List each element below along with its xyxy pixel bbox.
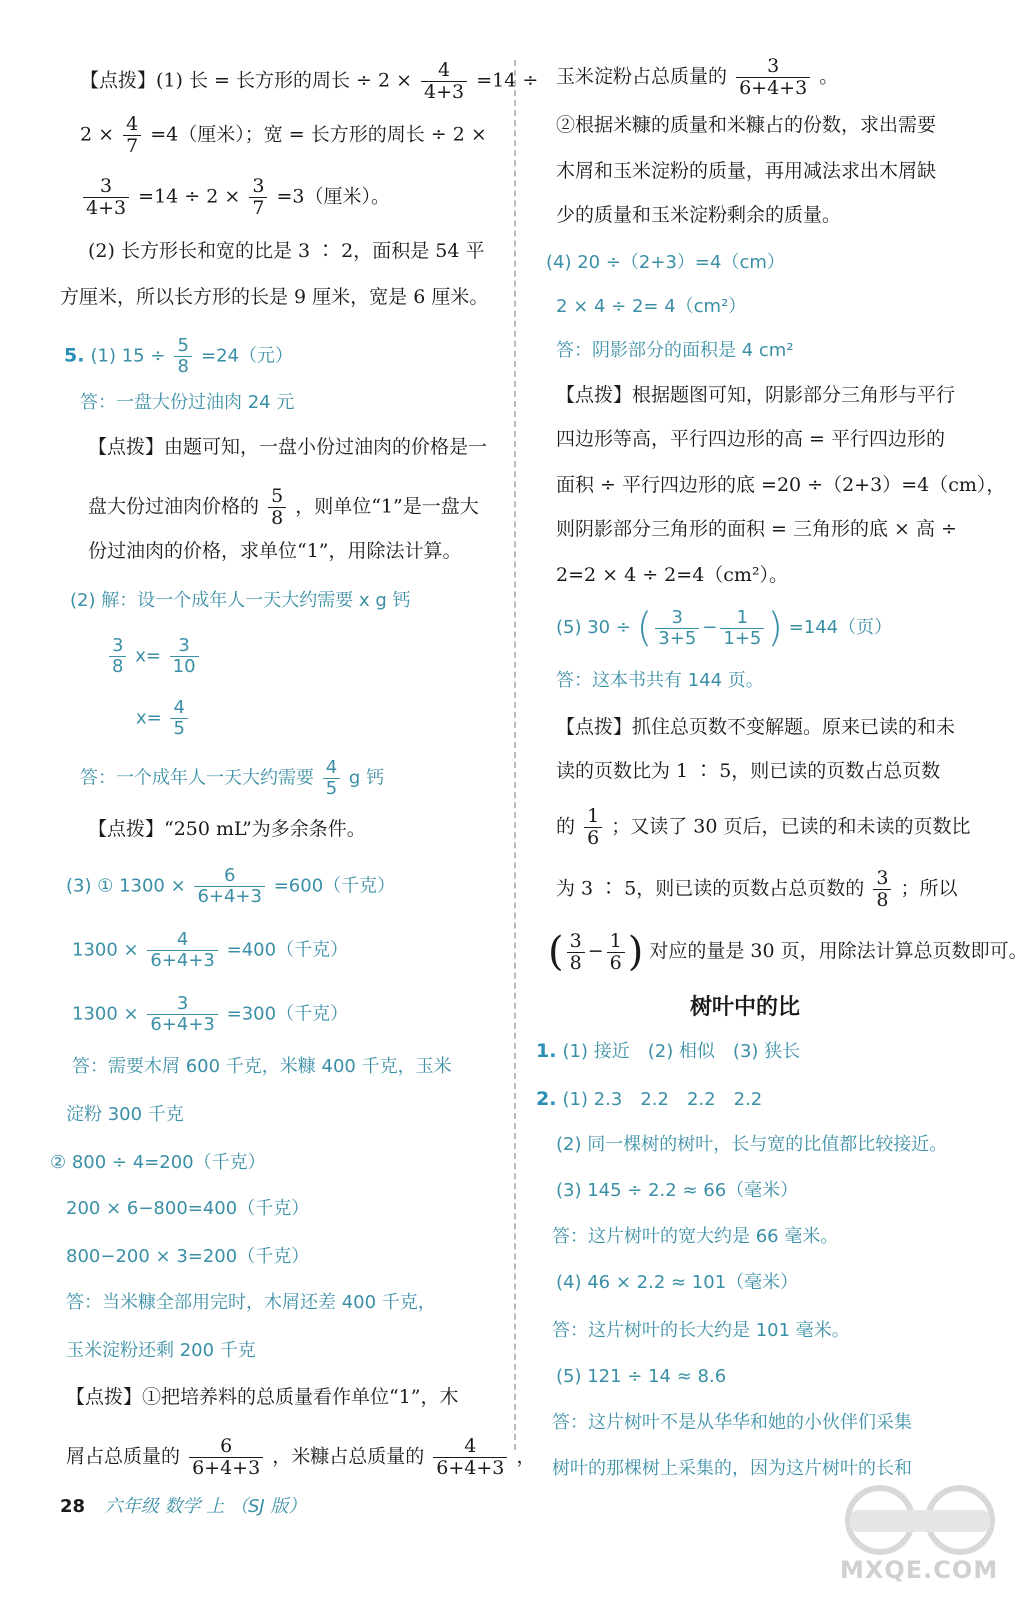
fraction: $\frac{3}{4+3}$ — [83, 176, 129, 219]
answer-line: (2) 同一棵树的树叶，长与宽的比值都比较接近。 — [556, 1134, 948, 1155]
answer-line: 答：这片树叶不是从华华和她的小伙伴们采集 — [552, 1412, 912, 1433]
equation-line: 1300 × $\frac{3}{6+4+3}$ =300（千克） — [72, 993, 349, 1035]
tip-line: 面积 ÷ 平行四边形的底 =20 ÷（2+3）=4（cm）， — [556, 474, 1006, 496]
fraction: $\frac{3}{7}$ — [249, 176, 267, 219]
equation-line: $\frac{3}{8}$ x= $\frac{3}{10}$ — [106, 636, 202, 677]
equation-line: 200 × 6−800=400（千克） — [66, 1198, 310, 1219]
book-title: 六年级 数学 上 （SJ 版） — [104, 1496, 307, 1517]
tip-line: 玉米淀粉占总质量的 $\frac{3}{6+4+3}$ 。 — [556, 55, 839, 99]
tip-line: 【点拨】根据题图可知，阴影部分三角形与平行 — [556, 384, 956, 406]
equation-line: (5) 121 ÷ 14 ≈ 8.6 — [556, 1366, 727, 1387]
fraction: $\frac{4}{5}$ — [170, 698, 187, 739]
tip-line: 木屑和玉米淀粉的质量，再用减法求出木屑缺 — [556, 160, 937, 182]
answer-line: 答：一盘大份过油肉 24 元 — [80, 392, 295, 413]
equation-line: (4) 46 × 2.2 ≈ 101（毫米） — [556, 1272, 799, 1293]
tip-line: $\frac{3}{4+3}$ =14 ÷ 2 × $\frac{3}{7}$ =3（厘米）。 — [80, 176, 390, 219]
answer-line: 答：这片树叶的长大约是 101 毫米。 — [552, 1320, 850, 1341]
tip-line: 【点拨】(1) 长 = 长方形的周长 ÷ 2 × $\frac{4}{4+3}$ =14 ÷ — [80, 59, 539, 103]
fraction: $\frac{4}{6+4+3}$ — [147, 930, 218, 971]
column-divider — [514, 60, 516, 1450]
question-number: 2. — [536, 1088, 557, 1110]
section-title: 树叶中的比 — [690, 995, 801, 1020]
answer-line: 答：这本书共有 144 页。 — [556, 670, 764, 691]
tip-line: 的 $\frac{1}{6}$ ；又读了 30 页后，已读的和未读的页数比 — [556, 805, 971, 849]
page-footer — [60, 1492, 306, 1518]
answer-line: (2) 解：设一个成年人一天大约需要 x g 钙 — [70, 590, 411, 611]
equation-line: (4) 20 ÷（2+3）=4（cm） — [546, 252, 785, 273]
question-1-line: 1. (1) 接近 (2) 相似 (3) 狭长 — [536, 1040, 801, 1062]
fraction: $\frac{6}{6+4+3}$ — [189, 1436, 263, 1479]
tip-line: 份过油肉的价格，求单位“1”，用除法计算。 — [88, 540, 462, 562]
answer-line: 树叶的那棵树上采集的，因为这片树叶的长和 — [552, 1458, 912, 1479]
page-number: 28 — [60, 1496, 86, 1517]
fraction: $\frac{3}{6+4+3}$ — [736, 56, 810, 99]
answer-line: 淀粉 300 千克 — [66, 1104, 184, 1125]
fraction: $\frac{3}{8}$ — [567, 931, 585, 974]
answer-line: 玉米淀粉还剩 200 千克 — [66, 1340, 256, 1361]
fraction: $\frac{5}{8}$ — [174, 336, 191, 377]
fraction: $\frac{3}{8}$ — [873, 868, 891, 911]
answer-line: 答：需要木屑 600 千克，米糠 400 千克，玉米 — [72, 1056, 452, 1077]
question-5-line: 5. (1) 15 ÷ $\frac{5}{8}$ =24（元） — [64, 335, 293, 377]
tip-line: 盘大份过油肉价格的 $\frac{5}{8}$ ，则单位“1”是一盘大 — [88, 485, 479, 529]
watermark-text: MXQE.COM — [840, 1556, 999, 1584]
equation-line: (3) ① 1300 × $\frac{6}{6+4+3}$ =600（千克） — [66, 865, 396, 907]
tip-line: 2=2 × 4 ÷ 2=4（cm²）。 — [556, 564, 789, 586]
tip-line: 【点拨】由题可知，一盘小份过油肉的价格是一 — [88, 436, 488, 458]
fraction: $\frac{1}{6}$ — [584, 806, 602, 849]
fraction: $\frac{5}{8}$ — [268, 486, 286, 529]
question-number: 5. — [64, 344, 85, 367]
equation-line: 800−200 × 3=200（千克） — [66, 1246, 310, 1267]
tip-line: 2 × $\frac{4}{7}$ =4（厘米）；宽 = 长方形的周长 ÷ 2 × — [80, 113, 487, 157]
answer-line: 答：一个成年人一天大约需要 $\frac{4}{5}$ g 钙 — [80, 757, 385, 799]
fraction: $\frac{1}{1+5}$ — [720, 608, 764, 649]
fraction: $\frac{3}{6+4+3}$ — [147, 994, 218, 1035]
tip-line: 【点拨】抓住总页数不变解题。原来已读的和未 — [556, 716, 956, 738]
answer-line: 答：这片树叶的宽大约是 66 毫米。 — [552, 1226, 839, 1247]
fraction: $\frac{3}{3+5}$ — [655, 608, 699, 649]
answer-line: 答：阴影部分的面积是 4 cm² — [556, 340, 794, 361]
tip-line: 为 3 ∶ 5，则已读的页数占总页数的 $\frac{3}{8}$ ；所以 — [556, 867, 958, 911]
tip-line: 屑占总质量的 $\frac{6}{6+4+3}$ ，米糠占总质量的 $\frac{4}{6+4+3}$ ， — [66, 1435, 536, 1479]
tip-line: 方厘米，所以长方形的长是 9 厘米，宽是 6 厘米。 — [60, 286, 489, 308]
fraction: $\frac{4}{5}$ — [323, 758, 340, 799]
equation-line: x= $\frac{4}{5}$ — [136, 698, 191, 739]
question-2-line: 2. (1) 2.3 2.2 2.2 2.2 — [536, 1088, 763, 1110]
tip-line: 则阴影部分三角形的面积 = 三角形的底 × 高 ÷ — [556, 518, 957, 540]
tip-line: 四边形等高，平行四边形的高 = 平行四边形的 — [556, 428, 946, 450]
question-number: 1. — [536, 1040, 557, 1062]
equation-line: (3) 145 ÷ 2.2 ≈ 66（毫米） — [556, 1180, 799, 1201]
tip-line: 【点拨】“250 mL”为多余条件。 — [88, 818, 366, 840]
tip-line: ②根据米糠的质量和米糠占的份数，求出需要 — [556, 114, 937, 136]
fraction: $\frac{6}{6+4+3}$ — [194, 866, 265, 907]
fraction: $\frac{3}{8}$ — [109, 636, 126, 677]
fraction: $\frac{1}{6}$ — [607, 931, 625, 974]
equation-line: 1300 × $\frac{4}{6+4+3}$ =400（千克） — [72, 929, 349, 971]
tip-line: (2) 长方形长和宽的比是 3 ∶ 2，面积是 54 平 — [88, 240, 485, 262]
tip-line: 读的页数比为 1 ∶ 5，则已读的页数占总页数 — [556, 760, 941, 782]
equation-line: (5) 30 ÷ ( $\frac{3}{3+5}$ − $\frac{1}{1+5}$ ) =144（页） — [556, 605, 893, 651]
fraction: $\frac{4}{4+3}$ — [421, 60, 467, 103]
equation-line: ② 800 ÷ 4=200（千克） — [50, 1152, 266, 1173]
answer-line: 答：当米糠全部用完时，木屑还差 400 千克， — [66, 1292, 436, 1313]
tip-line: ( $\frac{3}{8}$ − $\frac{1}{6}$ ) 对应的量是 30 页，用除法计算总页数即可。 — [548, 929, 1028, 975]
fraction: $\frac{4}{6+4+3}$ — [433, 1436, 507, 1479]
fraction: $\frac{3}{10}$ — [170, 636, 199, 677]
tip-line: 少的质量和玉米淀粉剩余的质量。 — [556, 204, 842, 226]
fraction: $\frac{4}{7}$ — [123, 114, 141, 157]
tip-line: 【点拨】①把培养料的总质量看作单位“1”，木 — [66, 1386, 459, 1408]
equation-line: 2 × 4 ÷ 2= 4（cm²） — [556, 296, 747, 317]
